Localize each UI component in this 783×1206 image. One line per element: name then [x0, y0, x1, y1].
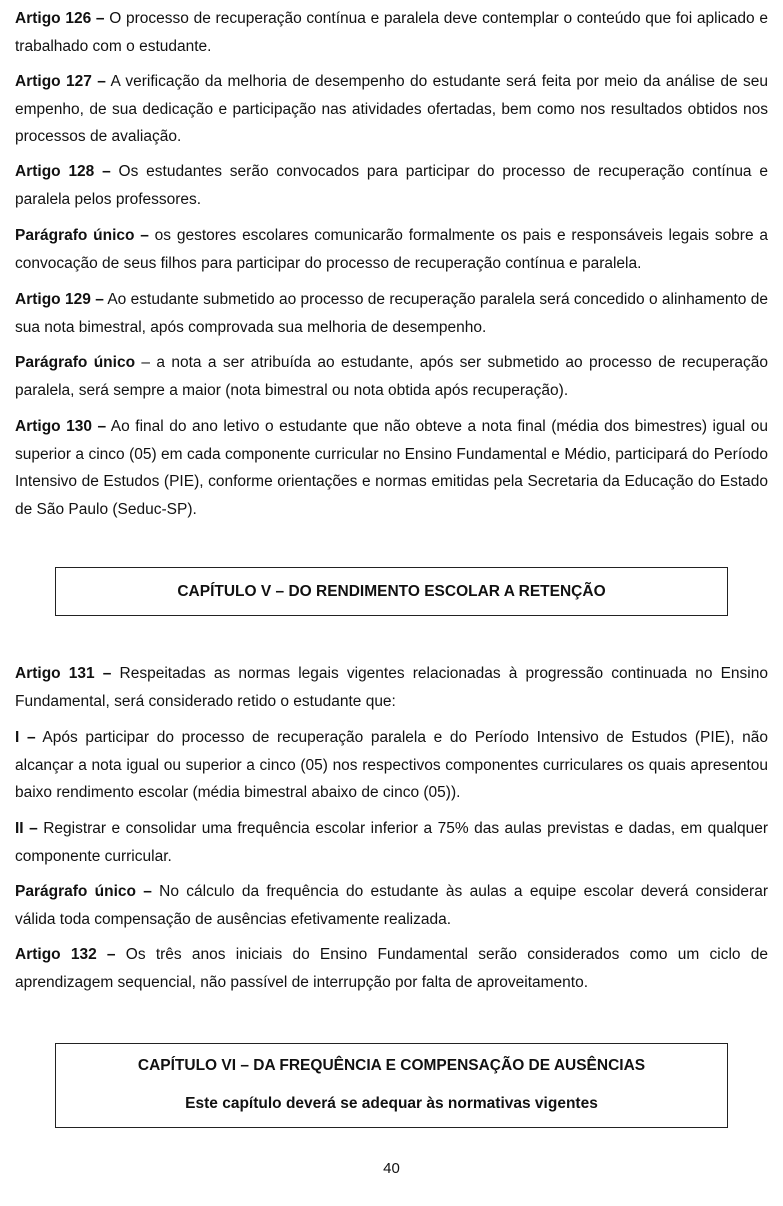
paragraph-label: II – — [15, 820, 38, 837]
paragraph-label: Parágrafo único – — [15, 883, 152, 900]
paragraph-label: Artigo 132 – — [15, 946, 116, 963]
paragraph-artigo-131 — [15, 660, 768, 715]
chapter-6-subtitle: Este capítulo deverá se adequar às normativas vigentes — [185, 1095, 598, 1112]
chapter-6-title: CAPÍTULO VI – DA FREQUÊNCIA E COMPENSAÇÃO DE AUSÊNCIAS — [137, 1057, 646, 1074]
paragraph-text: Os estudantes serão convocados para participar do processo de recuperação contínua e paralela pelos professores. — [15, 163, 768, 208]
chapter-5-title: CAPÍTULO V – DO RENDIMENTO ESCOLAR A RETENÇÃO — [177, 583, 606, 600]
paragraph-text: Registrar e consolidar uma frequência escolar inferior a 75% das aulas previstas e dadas, em qualquer componente curricular. — [15, 820, 768, 865]
paragraph-label: Parágrafo único — [15, 354, 136, 371]
paragraph-text: Após participar do processo de recuperação paralela e do Período Intensivo de Estudos (PIE), não alcançar a nota igual ou superior a cinco (05) nos respectivos componentes curriculares os quais apresentou baixo rendimento escolar (média bimestral abaixo de cinco (05)). — [15, 729, 769, 801]
paragraph-paragrafo-unico-1 — [15, 222, 768, 277]
paragraph-text: A verificação da melhoria de desempenho do estudante será feita por meio da análise de seu empenho, de sua dedicação e participação nas atividades ofertadas, bem como nos resultados obtidos nos processos de avaliação. — [15, 73, 768, 145]
paragraph-label: Artigo 130 – — [15, 418, 107, 435]
paragraph-text: – a nota a ser atribuída ao estudante, após ser submetido ao processo de recuperação paralela, será sempre a maior (nota bimestral ou nota obtida após recuperação). — [15, 354, 768, 399]
paragraph-text: Os três anos iniciais do Ensino Fundamental serão considerados como um ciclo de aprendizagem sequencial, não passível de interrupção por falta de aproveitamento. — [15, 946, 768, 991]
chapter-5-header-box — [55, 567, 728, 616]
paragraph-inciso-ii — [15, 815, 768, 870]
paragraph-text: Ao estudante submetido ao processo de recuperação paralela será concedido o alinhamento de sua nota bimestral, após comprovada sua melhoria de desempenho. — [15, 291, 768, 336]
paragraph-artigo-130 — [15, 413, 768, 523]
chapter-6-header-box — [55, 1043, 728, 1128]
paragraph-paragrafo-unico-2 — [15, 349, 768, 404]
paragraph-label: Parágrafo único – — [15, 227, 149, 244]
paragraph-text: O processo de recuperação contínua e paralela deve contemplar o conteúdo que foi aplicado e trabalhado com o estudante. — [15, 10, 768, 55]
paragraph-text: os gestores escolares comunicarão formalmente os pais e responsáveis legais sobre a convocação de seus filhos para participar do processo de recuperação contínua e paralela. — [15, 227, 768, 272]
paragraph-label: I – — [15, 729, 36, 746]
paragraph-text: No cálculo da frequência do estudante às aulas a equipe escolar deverá considerar válida toda compensação de ausências efetivamente realizada. — [15, 883, 768, 928]
paragraph-text: Ao final do ano letivo o estudante que não obteve a nota final (média dos bimestres) igual ou superior a cinco (05) em cada componente curricular no Ensino Fundamental e Médio, participará do Período Intensivo de Estudos (PIE), conforme orientações e normas emitidas pela Secretaria da Educação do Estado de São Paulo (Seduc-SP). — [15, 418, 768, 518]
paragraph-artigo-129 — [15, 286, 768, 341]
paragraph-inciso-i — [15, 724, 768, 807]
paragraph-label: Artigo 131 – — [15, 665, 112, 682]
paragraph-label: Artigo 129 – — [15, 291, 104, 308]
paragraph-artigo-127 — [15, 68, 768, 151]
paragraph-artigo-126 — [15, 5, 768, 60]
paragraph-label: Artigo 126 – — [15, 10, 105, 27]
page-number: 40 — [383, 1160, 400, 1177]
paragraph-artigo-128 — [15, 158, 768, 213]
paragraph-label: Artigo 128 – — [15, 163, 111, 180]
paragraph-paragrafo-unico-3 — [15, 878, 768, 933]
paragraph-text: Respeitadas as normas legais vigentes relacionadas à progressão continuada no Ensino Fundamental, será considerado retido o estudante que: — [15, 665, 768, 710]
paragraph-artigo-132 — [15, 941, 768, 996]
paragraph-label: Artigo 127 – — [15, 73, 106, 90]
